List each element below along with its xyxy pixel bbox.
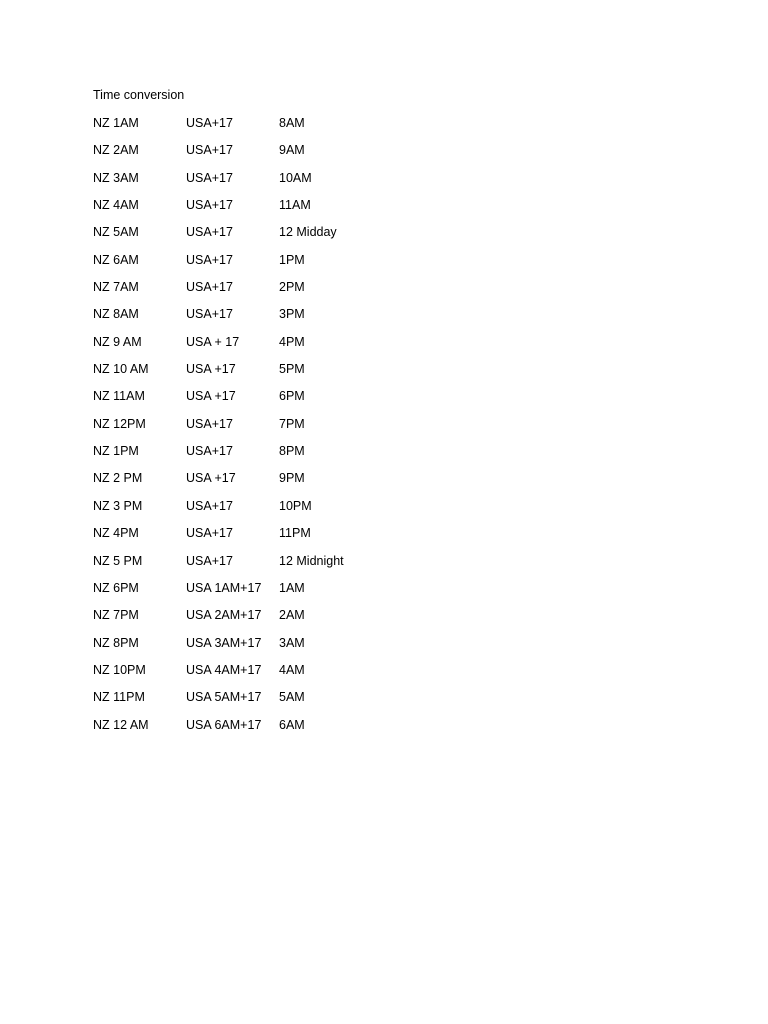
- converted-time-cell: 11PM: [279, 526, 311, 541]
- usa-offset-cell: USA+17: [186, 553, 233, 568]
- usa-offset-cell: USA 4AM+17: [186, 662, 262, 677]
- usa-offset-cell: USA+17: [186, 170, 233, 185]
- usa-offset-cell: USA 6AM+17: [186, 717, 262, 732]
- converted-time-cell: 8PM: [279, 444, 305, 459]
- converted-time-cell: 8AM: [279, 116, 305, 130]
- usa-offset-cell: USA+17: [186, 498, 233, 513]
- converted-time-cell: 6AM: [279, 717, 305, 732]
- usa-offset-cell: USA+17: [186, 444, 233, 459]
- nz-time-cell: NZ 9 AM: [93, 334, 142, 349]
- converted-time-cell: 10AM: [279, 170, 312, 185]
- nz-time-cell: NZ 3AM: [93, 170, 139, 185]
- converted-time-cell: 4AM: [279, 662, 305, 677]
- nz-time-cell: NZ 12 AM: [93, 717, 149, 732]
- nz-time-cell: NZ 8PM: [93, 635, 139, 650]
- converted-time-cell: 2PM: [279, 280, 305, 295]
- converted-time-cell: 3AM: [279, 635, 305, 650]
- usa-offset-cell: USA + 17: [186, 334, 240, 349]
- nz-time-cell: NZ 12PM: [93, 416, 146, 431]
- nz-time-cell: NZ 7PM: [93, 608, 139, 623]
- nz-time-cell: NZ 2 PM: [93, 471, 143, 486]
- document-title: Time conversion: [93, 88, 185, 102]
- usa-offset-cell: USA+17: [186, 116, 233, 130]
- converted-time-cell: 1AM: [279, 580, 305, 595]
- nz-time-cell: NZ 6PM: [93, 580, 139, 595]
- nz-time-cell: NZ 10PM: [93, 662, 146, 677]
- usa-offset-cell: USA+17: [186, 280, 233, 295]
- usa-offset-cell: USA+17: [186, 143, 233, 158]
- nz-time-cell: NZ 3 PM: [93, 498, 143, 513]
- converted-time-cell: 9PM: [279, 471, 305, 486]
- converted-time-cell: 5PM: [279, 362, 305, 377]
- nz-time-cell: NZ 2AM: [93, 143, 139, 158]
- converted-time-cell: 5AM: [279, 690, 305, 705]
- usa-offset-cell: USA+17: [186, 307, 233, 322]
- usa-offset-cell: USA +17: [186, 471, 236, 486]
- usa-offset-cell: USA+17: [186, 198, 233, 213]
- converted-time-cell: 12 Midnight: [279, 553, 344, 568]
- nz-time-cell: NZ 11AM: [93, 389, 145, 404]
- nz-time-cell: NZ 7AM: [93, 280, 139, 295]
- nz-time-cell: NZ 4AM: [93, 198, 139, 213]
- converted-time-cell: 4PM: [279, 334, 305, 349]
- usa-offset-cell: USA+17: [186, 225, 233, 240]
- usa-offset-cell: USA 2AM+17: [186, 608, 262, 623]
- usa-offset-cell: USA +17: [186, 389, 236, 404]
- nz-time-cell: NZ 5AM: [93, 225, 139, 240]
- converted-time-cell: 6PM: [279, 389, 305, 404]
- usa-offset-cell: USA+17: [186, 526, 233, 541]
- nz-time-cell: NZ 5 PM: [93, 553, 143, 568]
- converted-time-cell: 3PM: [279, 307, 305, 322]
- usa-offset-cell: USA 1AM+17: [186, 580, 262, 595]
- converted-time-cell: 1PM: [279, 252, 305, 267]
- converted-time-cell: 11AM: [279, 198, 311, 213]
- converted-time-cell: 2AM: [279, 608, 305, 623]
- converted-time-cell: 10PM: [279, 498, 312, 513]
- converted-time-cell: 9AM: [279, 143, 305, 158]
- converted-time-cell: 12 Midday: [279, 225, 337, 240]
- usa-offset-cell: USA 5AM+17: [186, 690, 262, 705]
- nz-time-cell: NZ 10 AM: [93, 362, 149, 377]
- usa-offset-cell: USA+17: [186, 252, 233, 267]
- usa-offset-cell: USA+17: [186, 416, 233, 431]
- usa-offset-cell: USA 3AM+17: [186, 635, 262, 650]
- converted-time-cell: 7PM: [279, 416, 305, 431]
- nz-time-cell: NZ 1PM: [93, 444, 139, 459]
- nz-time-cell: NZ 8AM: [93, 307, 139, 322]
- nz-time-cell: NZ 4PM: [93, 526, 139, 541]
- nz-time-cell: NZ 6AM: [93, 252, 139, 267]
- nz-time-cell: NZ 1AM: [93, 116, 139, 130]
- nz-time-cell: NZ 11PM: [93, 690, 145, 705]
- usa-offset-cell: USA +17: [186, 362, 236, 377]
